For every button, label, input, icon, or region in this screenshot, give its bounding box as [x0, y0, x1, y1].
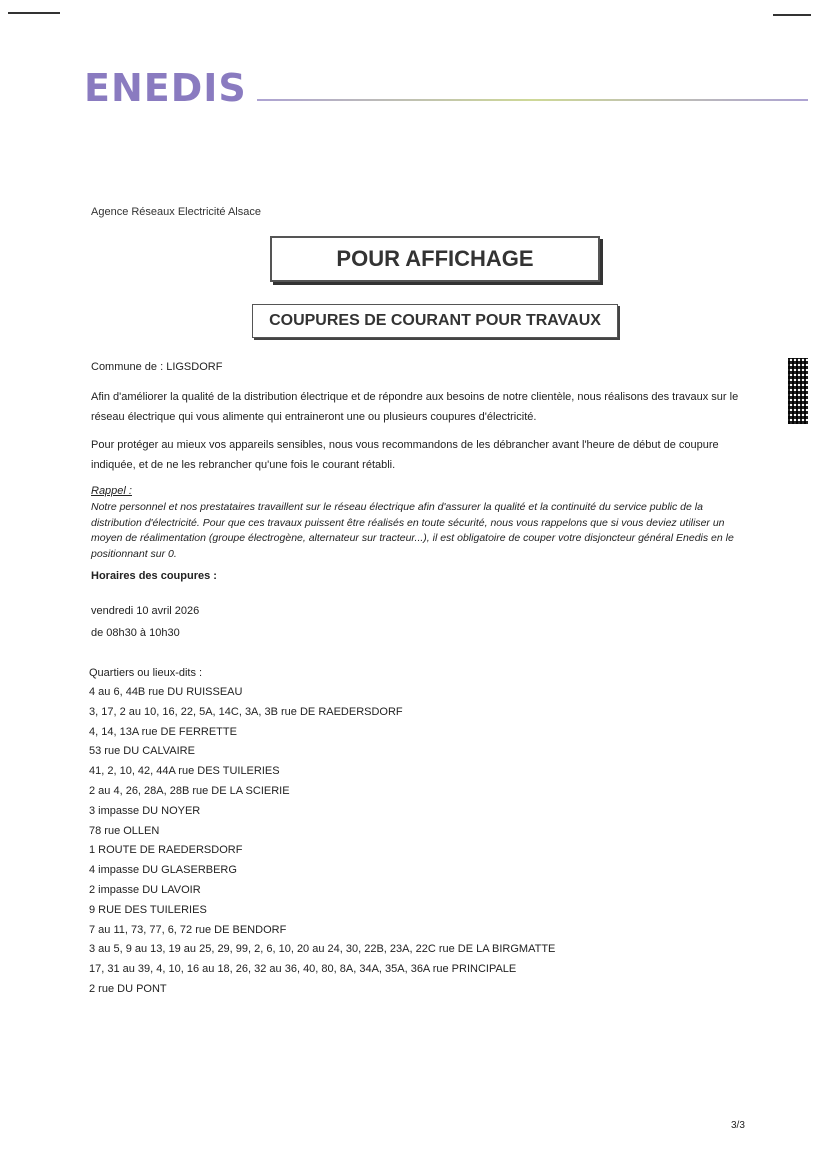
- outage-time: de 08h30 à 10h30: [91, 627, 180, 639]
- commune-line: Commune de : LIGSDORF: [91, 361, 223, 373]
- list-item: 2 impasse DU LAVOIR: [89, 883, 201, 896]
- advice-paragraph: Pour protéger au mieux vos appareils sensibles, nous vous recommandons de les débrancher avant l'heure de début de coupure indiquée, et de ne les rebrancher qu'une fois le courant rétabli.: [91, 439, 719, 471]
- list-item: 4 impasse DU GLASERBERG: [89, 864, 237, 877]
- list-item: 4 au 6, 44B rue DU RUISSEAU: [89, 686, 243, 698]
- list-item: 9 RUE DES TUILERIES: [89, 903, 207, 916]
- scan-mark-left: [8, 12, 60, 14]
- page-number: 3/3: [731, 1120, 745, 1131]
- notice-subtitle: COUPURES DE COURANT POUR TRAVAUX: [269, 312, 601, 329]
- rappel-label: Rappel :: [91, 485, 132, 497]
- list-item: 7 au 11, 73, 77, 6, 72 rue DE BENDORF: [89, 923, 287, 936]
- list-item: 2 au 4, 26, 28A, 28B rue DE LA SCIERIE: [89, 784, 290, 797]
- list-item: 3, 17, 2 au 10, 16, 22, 5A, 14C, 3A, 3B rue DE RAEDERSDORF: [89, 705, 403, 718]
- horaires-label: Horaires des coupures :: [91, 570, 217, 582]
- list-item: 17, 31 au 39, 4, 10, 16 au 18, 26, 32 au 36, 40, 80, 8A, 34A, 35A, 36A rue PRINCIPALE: [89, 963, 517, 976]
- list-item: 53 rue DU CALVAIRE: [89, 745, 195, 758]
- list-item: 4, 14, 13A rue DE FERRETTE: [89, 725, 237, 738]
- list-item: 3 au 5, 9 au 13, 19 au 25, 29, 99, 2, 6, 10, 20 au 24, 30, 22B, 23A, 22C rue DE LA BIRGMATTE: [89, 943, 556, 956]
- rappel-text: Notre personnel et nos prestataires travaillent sur le réseau électrique afin d'assurer la qualité et la continuité du service public de la distribution d'électricité. Pour que ces travaux puissent être réalisés en toute sécurité, nous vous rappelons que si vous deviez utiliser un moyen de réalimentation (groupe électrogène, alternateur sur tracteur...), il est obligatoire de couper votre disjoncteur général Enedis en le positionnant sur 0.: [91, 501, 734, 560]
- notice-title: POUR AFFICHAGE: [336, 246, 534, 271]
- agency-name: Agence Réseaux Electricité Alsace: [91, 206, 261, 218]
- list-item: 2 rue DU PONT: [89, 982, 167, 995]
- list-item: 78 rue OLLEN: [89, 824, 160, 837]
- scan-mark-right: [773, 14, 811, 16]
- intro-paragraph: Afin d'améliorer la qualité de la distribution électrique et de répondre aux besoins de notre clientèle, nous réalisons des travaux sur le réseau électrique qui vous alimente qui entraineront une ou plusieurs coupures d'électricité.: [91, 391, 739, 423]
- list-item: 1 ROUTE DE RAEDERSDORF: [89, 844, 243, 857]
- outage-date: vendredi 10 avril 2026: [91, 605, 200, 617]
- notice-title-box: [270, 236, 600, 282]
- logo-divider-line: [257, 99, 808, 101]
- list-item: 3 impasse DU NOYER: [89, 804, 201, 817]
- list-item: 41, 2, 10, 42, 44A rue DES TUILERIES: [89, 765, 280, 778]
- quartiers-label: Quartiers ou lieux-dits :: [89, 667, 203, 679]
- barcode-icon: [788, 358, 808, 424]
- street-list: [89, 685, 555, 1002]
- enedis-logo: ENEDIS: [84, 66, 247, 110]
- notice-subtitle-box: [252, 304, 618, 338]
